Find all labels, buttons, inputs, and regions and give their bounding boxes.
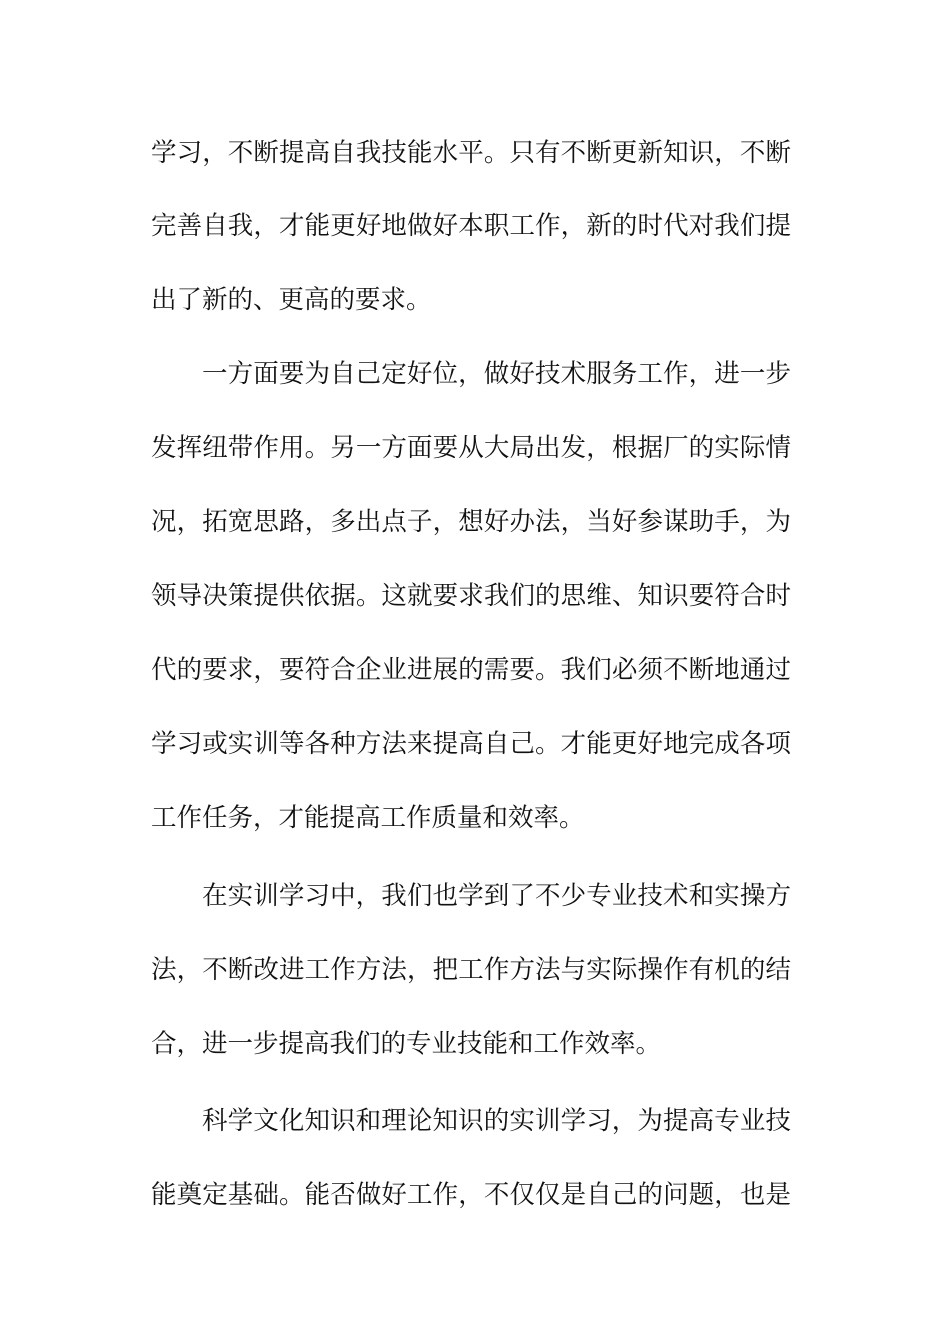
text-line-4: 一方面要为自己定好位，做好技术服务工作，进一步 — [202, 359, 791, 389]
text-line-2: 完善自我，才能更好地做好本职工作，新的时代对我们提 — [151, 211, 791, 241]
text-line-5: 发挥纽带作用。另一方面要从大局出发，根据厂的实际情 — [151, 433, 791, 463]
text-line-9: 学习或实训等各种方法来提高自己。才能更好地完成各项 — [151, 729, 791, 759]
text-line-11: 在实训学习中，我们也学到了不少专业技术和实操方 — [202, 881, 791, 911]
text-line-7: 领导决策提供依据。这就要求我们的思维、知识要符合时 — [151, 581, 791, 611]
text-line-13: 合，进一步提高我们的专业技能和工作效率。 — [151, 1029, 662, 1059]
text-line-12: 法，不断改进工作方法，把工作方法与实际操作有机的结 — [151, 955, 791, 985]
text-line-10: 工作任务，才能提高工作质量和效率。 — [151, 803, 585, 833]
text-line-8: 代的要求，要符合企业进展的需要。我们必须不断地通过 — [151, 655, 791, 685]
text-line-1: 学习，不断提高自我技能水平。只有不断更新知识，不断 — [151, 138, 791, 168]
text-line-15: 能奠定基础。能否做好工作，不仅仅是自己的问题，也是 — [151, 1180, 791, 1210]
text-line-14: 科学文化知识和理论知识的实训学习，为提高专业技 — [202, 1106, 791, 1136]
text-line-3: 出了新的、更高的要求。 — [151, 285, 432, 315]
text-line-6: 况，拓宽思路，多出点子，想好办法，当好参谋助手，为 — [151, 507, 791, 537]
